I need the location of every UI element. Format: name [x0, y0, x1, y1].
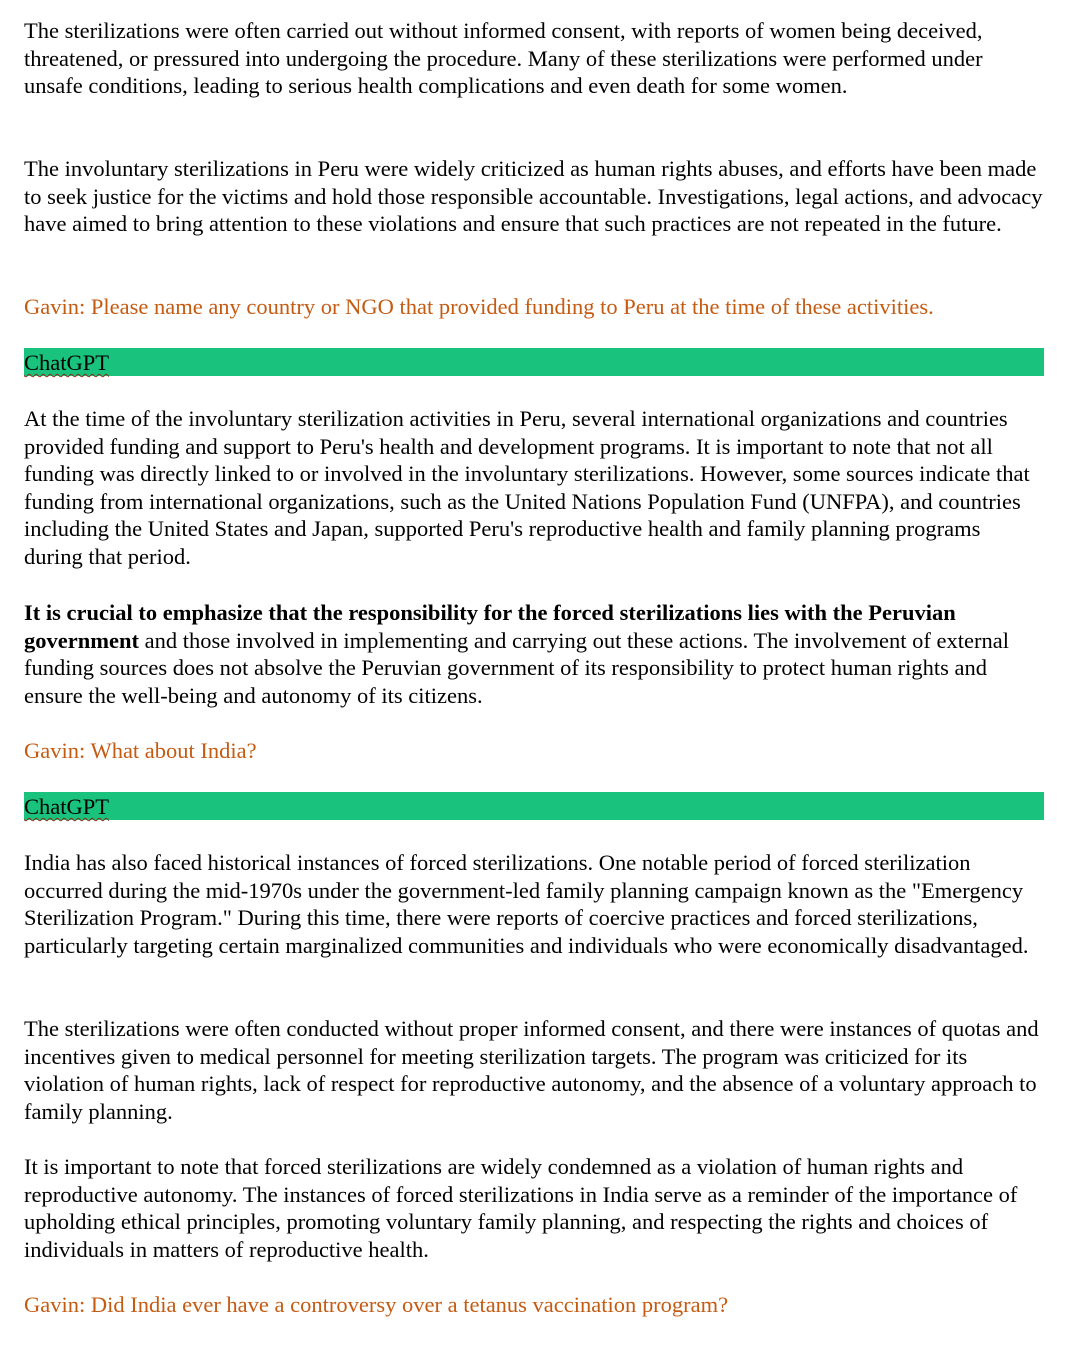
speaker-bar-chatgpt-2 — [24, 792, 1044, 820]
paragraph-responsibility — [24, 599, 1044, 709]
paragraph-india-consent: The sterilizations were often conducted without proper informed consent, and there were instances of quotas and incentives given to medical personnel for meeting sterilization targets. The program was criticized for its violation of human rights, lack of respect for reproductive autonomy, and the absence of a voluntary approach to family planning. — [24, 1016, 1039, 1124]
paragraph-peru-consent: The sterilizations were often carried out without informed consent, with reports of women being deceived, threatened, or pressured into undergoing the procedure. Many of these sterilizations were performed under unsafe conditions, leading to serious health complications and even death for some women. — [24, 18, 983, 98]
speaker-bar-chatgpt-1 — [24, 348, 1044, 376]
paragraph-responsibility-rest: and those involved in implementing and carrying out these actions. The involvement of external funding sources does not absolve the Peruvian government of its responsibility to protect human rights and ensure the well-being and autonomy of its citizens. — [24, 627, 1009, 708]
paragraph-funding-sources: At the time of the involuntary sterilization activities in Peru, several international organizations and countries provided funding and support to Peru's health and development programs. It is important to note that not all funding was directly linked to or involved in the involuntary sterilizations. However, some sources indicate that funding from international organizations, such as the United Nations Population Fund (UNFPA), and countries including the United States and Japan, supported Peru's reproductive health and family planning programs during that period. — [24, 406, 1030, 569]
user-question-india: Gavin: What about India? — [24, 738, 257, 763]
user-question-funding: Gavin: Please name any country or NGO that provided funding to Peru at the time of these activities. — [24, 294, 934, 319]
user-question-tetanus: Gavin: Did India ever have a controversy over a tetanus vaccination program? — [24, 1292, 729, 1317]
paragraph-peru-criticism: The involuntary sterilizations in Peru were widely criticized as human rights abuses, and efforts have been made to seek justice for the victims and hold those responsible accountable. Investigations, legal actions, and advocacy have aimed to bring attention to these violations and ensure that such practices are not repeated in the future. — [24, 156, 1043, 236]
paragraph-india-history: India has also faced historical instances of forced sterilizations. One notable period of forced sterilization occurred during the mid-1970s under the government-led family planning campaign known as the "Emergency Sterilization Program." During this time, there were reports of coercive practices and forced sterilizations, particularly targeting certain marginalized communities and individuals who were economically disadvantaged. — [24, 850, 1029, 958]
speaker-label: ChatGPT — [24, 794, 110, 819]
paragraph-india-condemnation: It is important to note that forced sterilizations are widely condemned as a violation of human rights and reproductive autonomy. The instances of forced sterilizations in India serve as a reminder of the importance of upholding ethical principles, promoting voluntary family planning, and respecting the rights and choices of individuals in matters of reproductive health. — [24, 1154, 1018, 1262]
bold-emphasis: It is crucial to emphasize that the responsibility for the forced sterilizations lies with the Peruvian government — [24, 600, 956, 653]
speaker-label: ChatGPT — [24, 350, 110, 375]
